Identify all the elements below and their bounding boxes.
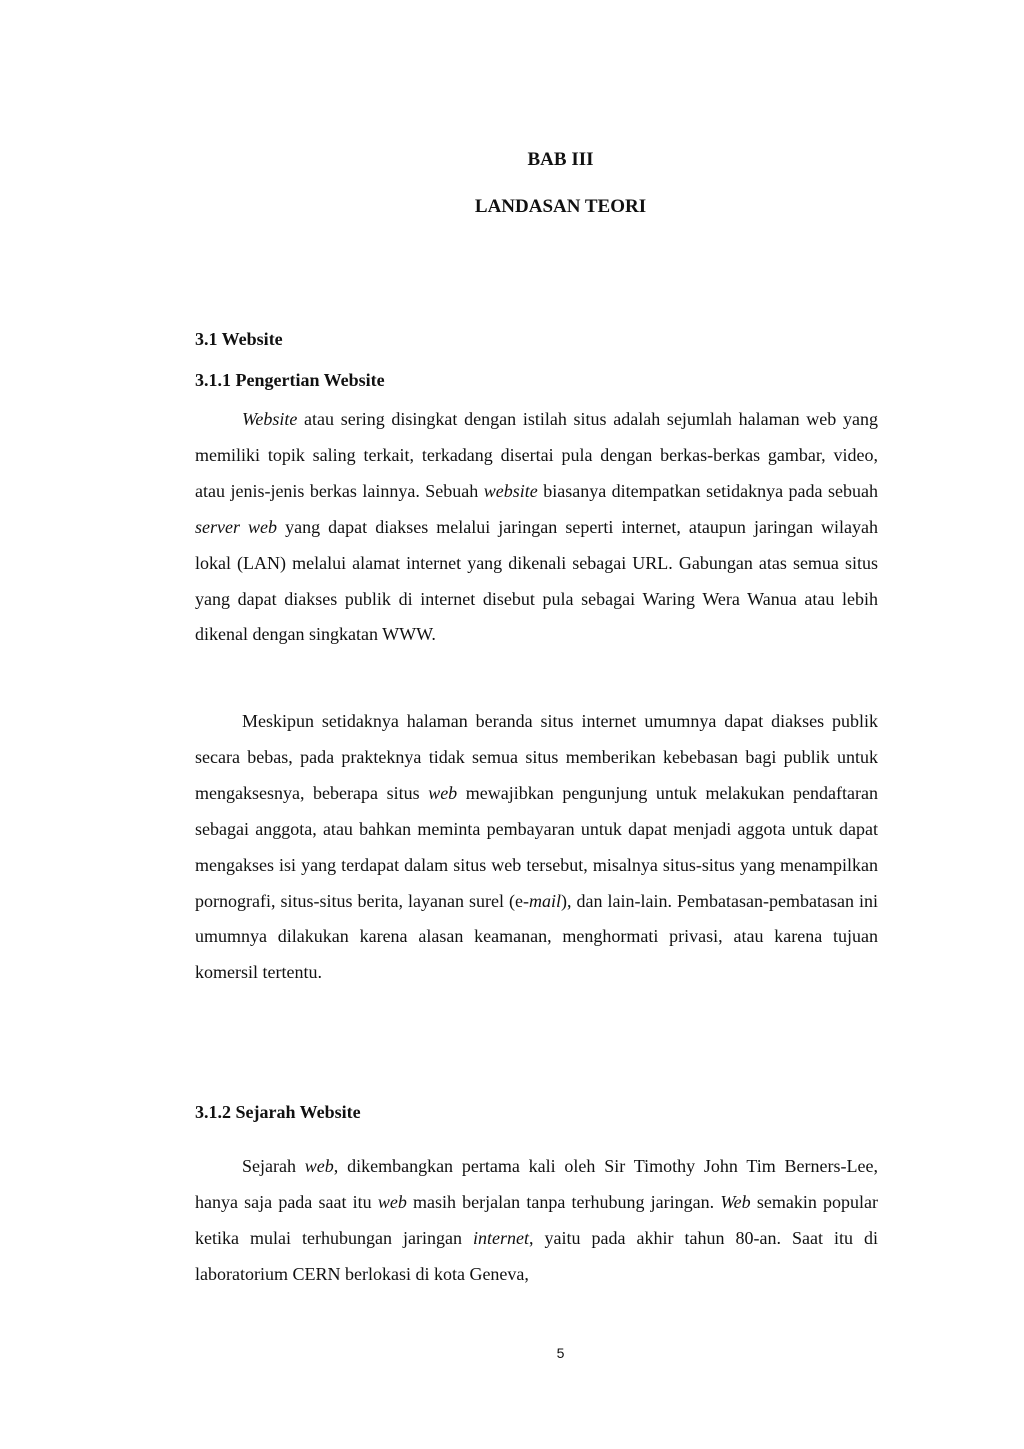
section-heading-3-1-1: 3.1.1 Pengertian Website [195, 370, 385, 390]
italic-term: web [377, 1191, 407, 1212]
text-run: mewajibkan pengunjung untuk melakukan pendaftaran sebagai anggota, atau bahkan meminta pembayaran untuk dapat menjadi aggota untuk dapat mengakses isi yang terdapat dalam situs web tersebut, misalnya situs-situs yang menampilkan pornografi, situs-situs berita, layanan surel (e- [195, 782, 878, 911]
chapter-title: LANDASAN TEORI [474, 196, 647, 217]
paragraph-pengertian-website-2 [195, 704, 878, 991]
italic-term: mail [529, 890, 562, 911]
italic-term: web [304, 1156, 334, 1176]
chapter-number: BAB III [527, 149, 594, 170]
page-number: 5 [556, 1345, 565, 1361]
text-run: ), dan lain-lain. Pembatasan-pembatasan ini umumnya dilakukan karena alasan keamanan, menghormati privasi, atau karena tujuan komersil tertentu. [195, 890, 878, 983]
paragraph-sejarah-website-1 [195, 1149, 878, 1293]
section-heading-3-1: 3.1 Website [195, 329, 283, 349]
italic-term: Website [242, 409, 298, 429]
text-run: Meskipun setidaknya halaman beranda situs internet umumnya dapat diakses publik secara bebas, pada prakteknya tidak semua situs memberikan kebebasan bagi publik untuk mengaksesnya, beberapa situs [195, 711, 878, 803]
paragraph-pengertian-website-1 [195, 402, 878, 653]
italic-term: internet [472, 1227, 529, 1248]
text-run: , yaitu pada akhir tahun 80-an. Saat itu di laboratorium CERN berlokasi di kota Geneva, [195, 1227, 879, 1284]
text-run: Sejarah [242, 1156, 305, 1176]
text-run: atau sering disingkat dengan istilah situs adalah sejumlah halaman web yang memiliki topik saling terkait, terkadang disertai pula dengan berkas-berkas gambar, video, atau jenis-jenis berkas lainnya. Sebuah [195, 409, 878, 501]
text-run: yang dapat diakses melalui jaringan seperti internet, ataupun jaringan wilayah lokal (LAN) melalui alamat internet yang dikenali sebagai URL. Gabungan atas semua situs yang dapat diakses publik di internet disebut pula sebagai Waring Wera Wanua atau lebih dikenal dengan singkatan WWW. [195, 516, 878, 645]
italic-term: server web [195, 516, 278, 537]
italic-term: Web [720, 1191, 751, 1212]
text-run: biasanya ditempatkan setidaknya pada sebuah [537, 480, 878, 501]
text-run: semakin popular ketika mulai terhubungan jaringan [195, 1191, 878, 1248]
text-run: masih berjalan tanpa terhubung jaringan. [406, 1191, 721, 1212]
italic-term: website [483, 480, 538, 501]
italic-term: web [428, 782, 458, 803]
section-heading-3-1-2: 3.1.2 Sejarah Website [195, 1102, 361, 1122]
text-run: , dikembangkan pertama kali oleh Sir Timothy John Tim Berners-Lee, hanya saja pada saat itu [195, 1156, 878, 1212]
